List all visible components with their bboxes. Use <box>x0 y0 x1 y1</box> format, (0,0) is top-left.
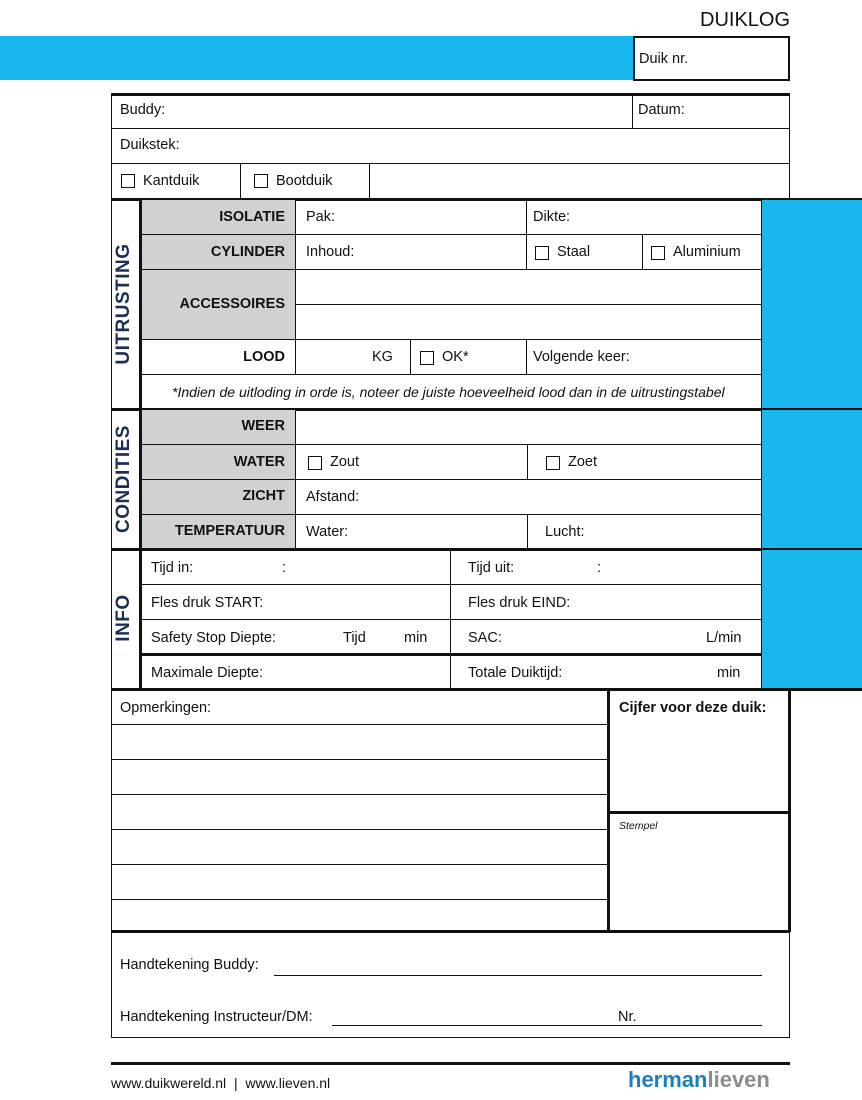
conditions-band <box>762 410 862 548</box>
border <box>642 234 643 269</box>
border <box>139 198 142 408</box>
weather-field[interactable] <box>296 411 761 443</box>
time-out-separator: : <box>597 560 602 576</box>
sac-unit: L/min <box>706 630 742 646</box>
volume-field[interactable]: Inhoud: <box>306 244 355 260</box>
steel-checkbox[interactable] <box>535 246 549 260</box>
border <box>789 93 790 198</box>
remarks-field[interactable] <box>112 725 606 930</box>
border <box>111 548 112 688</box>
time-out-field[interactable]: Tijd uit: <box>468 560 515 576</box>
weight-footnote: *Indien de uitloding in orde is, noteer de juiste hoeveelheid lood dan in de uitrustingstabel <box>172 384 725 400</box>
brand-logo-part2: lieven <box>707 1067 770 1092</box>
water-temp-field[interactable]: Water: <box>306 524 349 540</box>
header-band <box>0 36 634 80</box>
date-field[interactable]: Datum: <box>638 102 685 118</box>
aluminium-label: Aluminium <box>673 244 741 260</box>
equipment-section-title: UITRUSTING <box>113 243 134 365</box>
border <box>111 548 862 551</box>
equipment-band <box>762 200 862 408</box>
border <box>111 198 112 408</box>
suit-field[interactable]: Pak: <box>306 209 336 225</box>
border <box>111 930 790 933</box>
border <box>788 688 791 932</box>
border <box>111 930 112 1038</box>
salt-label: Zout <box>330 454 360 470</box>
border <box>111 408 112 548</box>
pressure-start-field[interactable]: Fles druk START: <box>151 595 264 611</box>
time-in-field[interactable]: Tijd in: <box>151 560 194 576</box>
ok-label: OK* <box>442 349 469 365</box>
temperature-label: TEMPERATUUR <box>174 523 285 539</box>
salt-checkbox[interactable] <box>308 456 322 470</box>
info-section-title: INFO <box>113 594 134 642</box>
safety-min-unit: min <box>404 630 428 646</box>
border <box>789 930 790 1038</box>
thickness-field[interactable]: Dikte: <box>533 209 571 225</box>
buddy-signature-label: Handtekening Buddy: <box>120 957 259 973</box>
border <box>111 128 790 129</box>
footer-divider <box>111 1062 790 1065</box>
footer-websites[interactable]: www.duikwereld.nl | www.lieven.nl <box>111 1075 331 1091</box>
aluminium-checkbox[interactable] <box>651 246 665 260</box>
water-label: WATER <box>233 454 285 470</box>
border <box>527 444 528 479</box>
shore-dive-label: Kantduik <box>143 173 200 189</box>
border <box>140 479 762 480</box>
border <box>140 584 762 585</box>
max-depth-field[interactable]: Maximale Diepte: <box>151 665 264 681</box>
border <box>111 688 862 691</box>
border <box>111 163 790 164</box>
steel-label: Staal <box>557 244 591 260</box>
ok-checkbox[interactable] <box>420 351 434 365</box>
accessories-label: ACCESSOIRES <box>179 296 285 312</box>
stamp-label: Stempel <box>619 820 658 832</box>
border <box>526 200 527 269</box>
border <box>111 1037 790 1038</box>
total-min-unit: min <box>717 665 741 681</box>
instructor-signature-line[interactable] <box>332 1025 762 1026</box>
buddy-signature-line[interactable] <box>274 975 762 976</box>
time-in-separator: : <box>282 560 287 576</box>
pressure-end-field[interactable]: Fles druk EIND: <box>468 595 571 611</box>
boat-dive-checkbox[interactable] <box>254 174 268 188</box>
rating-label: Cijfer voor deze duik: <box>619 700 767 716</box>
conditions-section-title: CONDITIES <box>113 425 134 533</box>
border <box>111 93 112 198</box>
rating-field[interactable] <box>611 722 787 810</box>
dive-site-field[interactable]: Duikstek: <box>120 137 180 153</box>
border <box>140 653 762 656</box>
border <box>240 163 241 198</box>
air-temp-field[interactable]: Lucht: <box>545 524 585 540</box>
border <box>139 548 142 688</box>
total-time-field[interactable]: Totale Duiktijd: <box>468 665 563 681</box>
border <box>140 339 762 340</box>
border <box>140 444 762 445</box>
dive-number-label: Duik nr. <box>639 51 689 67</box>
next-time-field[interactable]: Volgende keer: <box>533 349 630 365</box>
boat-dive-label: Bootduik <box>276 173 333 189</box>
border <box>140 374 762 375</box>
fresh-checkbox[interactable] <box>546 456 560 470</box>
fresh-label: Zoet <box>568 454 598 470</box>
sac-field[interactable]: SAC: <box>468 630 502 646</box>
weather-label: WEER <box>241 418 285 434</box>
buddy-field[interactable]: Buddy: <box>120 102 166 118</box>
border <box>139 408 142 548</box>
accessories-field[interactable] <box>296 270 761 339</box>
border <box>526 339 527 374</box>
info-band <box>762 550 862 688</box>
page-title: DUIKLOG <box>700 9 791 31</box>
border <box>632 93 633 128</box>
border <box>410 339 411 374</box>
insulation-label: ISOLATIE <box>219 209 285 225</box>
safety-stop-field[interactable]: Safety Stop Diepte: <box>151 630 276 646</box>
border <box>140 619 762 620</box>
border <box>369 163 370 198</box>
brand-logo-part1: herman <box>628 1067 708 1092</box>
kg-unit: KG <box>372 349 393 365</box>
border <box>111 93 790 96</box>
safety-time-label: Tijd <box>343 630 366 646</box>
border <box>140 514 762 515</box>
weight-label: LOOD <box>243 349 285 365</box>
visibility-label: ZICHT <box>242 488 285 504</box>
cylinder-label: CYLINDER <box>210 244 285 260</box>
border <box>607 688 610 932</box>
instructor-signature-label: Handtekening Instructeur/DM: <box>120 1009 313 1025</box>
brand-logo <box>628 1069 770 1091</box>
border <box>607 811 790 814</box>
border <box>527 514 528 548</box>
border <box>140 234 762 235</box>
remarks-label: Opmerkingen: <box>120 700 212 716</box>
distance-field[interactable]: Afstand: <box>306 489 360 505</box>
instructor-number-label: Nr. <box>618 1009 637 1025</box>
shore-dive-checkbox[interactable] <box>121 174 135 188</box>
